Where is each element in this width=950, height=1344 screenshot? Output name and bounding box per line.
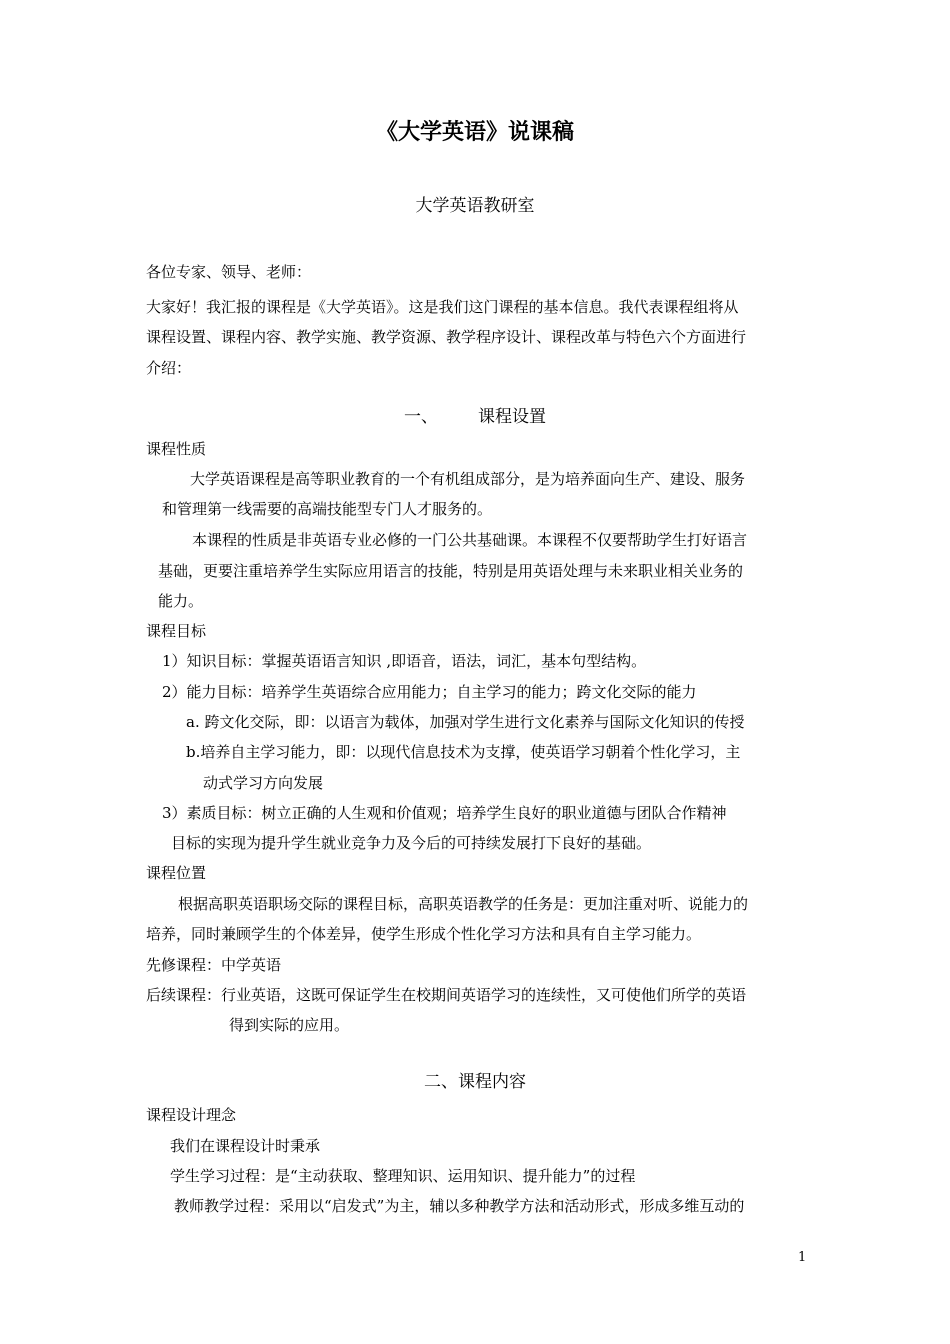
paragraph-line: 本课程的性质是非英语专业必修的一门公共基础课。本课程不仅要帮助学生打好语言 xyxy=(192,531,748,549)
goal-item: 3）素质目标：树立正确的人生观和价值观；培养学生良好的职业道德与团队合作精神 xyxy=(162,804,727,822)
page-number: 1 xyxy=(798,1250,807,1265)
followup-course: 后续课程：行业英语，这既可保证学生在校期间英语学习的连续性，又可使他们所学的英语 xyxy=(146,986,747,1004)
heading-course-design: 课程设计理念 xyxy=(146,1106,237,1124)
goal-item: 1）知识目标：掌握英语语言知识 ,即语音，语法，词汇，基本句型结构。 xyxy=(162,652,647,670)
paragraph-line: 基础，更要注重培养学生实际应用语言的技能，特别是用英语处理与未来职业相关业务的 xyxy=(158,562,744,580)
goal-subitem: 动式学习方向发展 xyxy=(203,774,324,792)
section-heading-1 xyxy=(404,406,546,428)
section-title: 课程设置 xyxy=(478,407,546,427)
paragraph-line: 教师教学过程：采用以“启发式”为主，辅以多种教学方法和活动形式，形成多维互动的 xyxy=(174,1197,745,1215)
paragraph-line: 培养，同时兼顾学生的个体差异，使学生形成个性化学习方法和具有自主学习能力。 xyxy=(146,925,702,943)
paragraph-line: 我们在课程设计时秉承 xyxy=(170,1137,321,1155)
paragraph-line: 和管理第一线需要的高端技能型专门人才服务的。 xyxy=(162,500,493,518)
heading-course-goals: 课程目标 xyxy=(146,622,207,640)
greeting: 各位专家、领导、老师： xyxy=(146,263,312,281)
paragraph-line: 根据高职英语职场交际的课程目标，高职英语教学的任务是：更加注重对听、说能力的 xyxy=(178,895,749,913)
intro-line: 课程设置、课程内容、教学实施、教学资源、教学程序设计、课程改革与特色六个方面进行 xyxy=(146,328,747,346)
goal-subitem: a. 跨文化交际，即：以语言为载体，加强对学生进行文化素养与国际文化知识的传授 xyxy=(186,713,745,731)
heading-course-nature: 课程性质 xyxy=(146,440,207,458)
section-number: 一、 xyxy=(404,407,438,427)
followup-course: 得到实际的应用。 xyxy=(229,1016,350,1034)
heading-course-position: 课程位置 xyxy=(146,864,207,882)
document-subtitle: 大学英语教研室 xyxy=(415,196,535,216)
intro-line: 大家好！我汇报的课程是《大学英语》。这是我们这门课程的基本信息。我代表课程组将从 xyxy=(146,298,739,316)
intro-line: 介绍： xyxy=(146,359,192,377)
document-title: 《大学英语》说课稿 xyxy=(375,120,574,145)
goal-item: 2）能力目标：培养学生英语综合应用能力；自主学习的能力；跨文化交际的能力 xyxy=(162,683,697,701)
paragraph-line: 大学英语课程是高等职业教育的一个有机组成部分，是为培养面向生产、建设、服务 xyxy=(190,470,746,488)
goal-summary: 目标的实现为提升学生就业竞争力及今后的可持续发展打下良好的基础。 xyxy=(171,834,652,852)
paragraph-line: 学生学习过程：是“主动获取、整理知识、运用知识、提升能力”的过程 xyxy=(170,1167,636,1185)
section-heading-2: 二、课程内容 xyxy=(424,1072,526,1092)
goal-subitem: b.培养自主学习能力，即：以现代信息技术为支撑，使英语学习朝着个性化学习，主 xyxy=(186,743,741,761)
paragraph-line: 能力。 xyxy=(158,592,204,610)
prerequisite-course: 先修课程：中学英语 xyxy=(146,956,282,974)
